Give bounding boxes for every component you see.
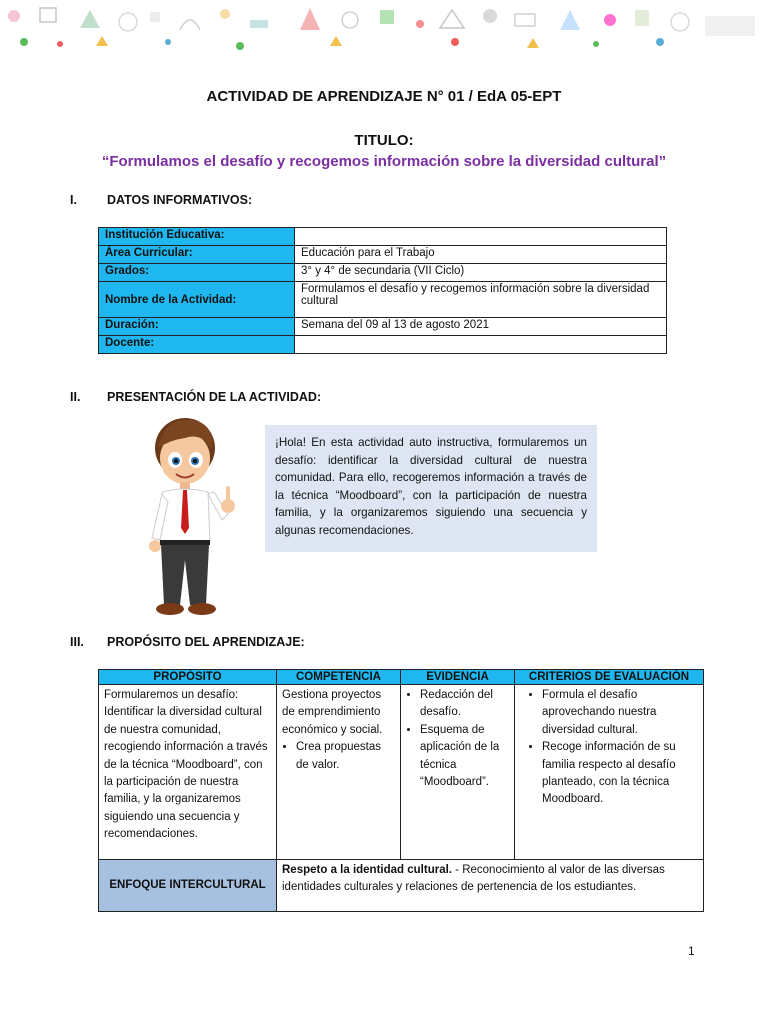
evidencia-cell (401, 685, 515, 860)
header-competencia: COMPETENCIA (277, 670, 401, 685)
document-title: ACTIVIDAD DE APRENDIZAJE N° 01 / EdA 05-EPT (206, 88, 562, 105)
table-label-cell: Duración: (99, 318, 295, 336)
table-value-cell: Educación para el Trabajo (295, 246, 667, 264)
datos-informativos-table (98, 227, 667, 354)
enfoque-description-cell (277, 860, 704, 912)
enfoque-label-cell: ENFOQUE INTERCULTURAL (99, 860, 277, 912)
table-row (99, 282, 667, 318)
table-value-cell (295, 228, 667, 246)
table-row (99, 336, 667, 354)
table-row (99, 228, 667, 246)
table-value-cell: Formulamos el desafío y recogemos información sobre la diversidad cultural (295, 282, 667, 318)
table-value-cell (295, 336, 667, 354)
table-label-cell: Institución Educativa: (99, 228, 295, 246)
header-evidencia: EVIDENCIA (401, 670, 515, 685)
evidencia-list (406, 687, 509, 791)
section-heading-datos (70, 193, 252, 207)
list-item: • Crea propuestas de valor. (296, 739, 395, 774)
header-criterios: CRITERIOS DE EVALUACIÓN (515, 670, 704, 685)
enfoque-bold-text: Respeto a la identidad cultural. (282, 864, 452, 876)
criterios-cell (515, 685, 704, 860)
titulo-label: TITULO: (354, 132, 414, 149)
competencia-text: Gestiona proyectos de emprendimiento económico y social. (282, 689, 383, 736)
table-row (99, 264, 667, 282)
table-label-cell: Docente: (99, 336, 295, 354)
table-row (99, 860, 704, 912)
table-header-row (99, 670, 704, 685)
titulo-text: “Formulamos el desafío y recogemos información sobre la diversidad cultural” (101, 153, 667, 170)
table-label-cell: Área Curricular: (99, 246, 295, 264)
list-item: • Recoge información de su familia respecto al desafío planteado, con la técnica Moodboard. (542, 739, 698, 809)
list-item: • Formula el desafío aprovechando nuestra diversidad cultural. (542, 687, 698, 739)
section-heading-presentacion (70, 390, 321, 404)
section-title: DATOS INFORMATIVOS: (107, 193, 253, 207)
presentation-text-box: ¡Hola! En esta actividad auto instructiva, formularemos un desafío: identificar la diversidad cultural de nuestra comunidad. Para ello, recogeremos información a través de la técnica “Moodboard”, con la participación de nuestra familia, y la organizaremos siguiendo una secuencia y algunas recomendaciones. (265, 425, 597, 552)
cartoon-boy-illustration (140, 410, 240, 620)
competencia-cell (277, 685, 401, 860)
section-number: II. (70, 390, 81, 404)
proposito-table (98, 669, 704, 912)
page-number: 1 (688, 944, 695, 958)
table-row (99, 685, 704, 860)
section-title: PROPÓSITO DEL APRENDIZAJE: (107, 635, 305, 649)
table-label-cell: Grados: (99, 264, 295, 282)
table-row (99, 246, 667, 264)
enfoque-rest-text: - Reconocimiento al valor de las diversas identidades culturales y relaciones de pertenencia de los estudiantes. (282, 864, 665, 894)
list-item: • Esquema de aplicación de la técnica “Moodboard”. (420, 722, 509, 792)
header-proposito: PROPÓSITO (99, 670, 277, 685)
section-title: PRESENTACIÓN DE LA ACTIVIDAD: (107, 390, 322, 404)
competencia-list (282, 739, 395, 774)
table-value-cell: Semana del 09 al 13 de agosto 2021 (295, 318, 667, 336)
table-value-cell: 3° y 4° de secundaria (VII Ciclo) (295, 264, 667, 282)
criterios-list (520, 687, 698, 809)
proposito-cell: Formularemos un desafío: Identificar la diversidad cultural de nuestra comunidad, recogiendo información a través de la técnica “Moodboard”, con la participación de nuestra familia, y la organizaremos siguiendo una secuencia y recomendaciones. (99, 685, 277, 860)
decorative-banner (0, 0, 768, 58)
section-number: I. (70, 193, 77, 207)
table-row (99, 318, 667, 336)
section-number: III. (70, 635, 84, 649)
list-item: • Redacción del desafío. (420, 687, 509, 722)
table-label-cell: Nombre de la Actividad: (99, 282, 295, 318)
section-heading-proposito (70, 635, 305, 649)
